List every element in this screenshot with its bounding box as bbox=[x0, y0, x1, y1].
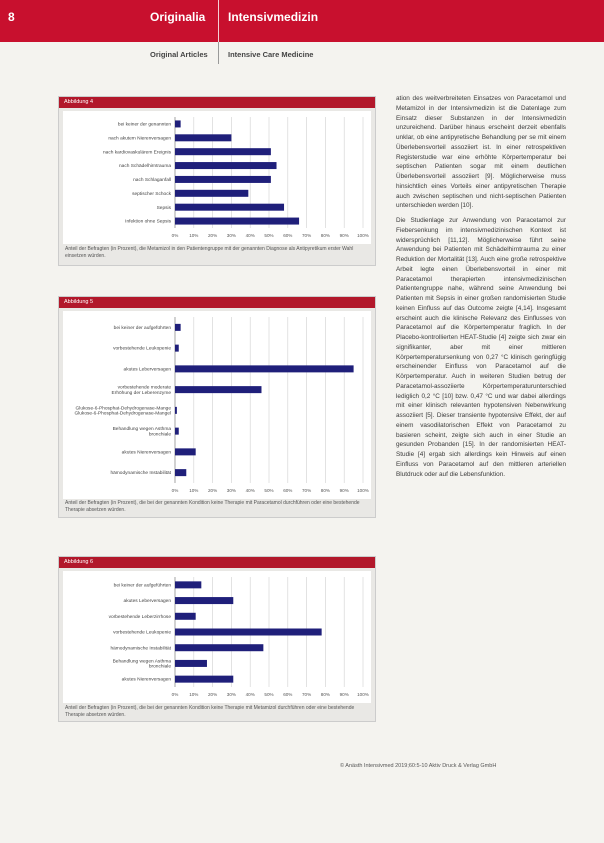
figure-5 bbox=[58, 296, 376, 518]
figure-caption: Anteil der Befragten (in Prozent), die bei der genannten Kondition keine Therapie mit Paracetamol durchführen oder eine bestehende Therapie absetzen würden. bbox=[65, 500, 360, 513]
x-tick-label: 90% bbox=[339, 692, 349, 697]
bar bbox=[175, 176, 271, 183]
bar bbox=[175, 676, 233, 683]
bar-chart bbox=[63, 571, 371, 703]
topic-title: Intensivmedizin bbox=[228, 10, 319, 24]
bar bbox=[175, 597, 233, 604]
bar bbox=[175, 162, 277, 169]
category-label: septischer Schock bbox=[132, 191, 171, 197]
category-label: nach kardiovaskulärem Ereignis bbox=[103, 150, 171, 156]
bar bbox=[175, 120, 181, 127]
subheader-divider bbox=[218, 42, 219, 64]
category-label: nach Schlaganfall bbox=[133, 178, 171, 184]
category-label: Behandlung wegen Asthma bbox=[112, 659, 171, 665]
category-label: nach akutem Nierenversagen bbox=[108, 136, 171, 142]
x-tick-label: 60% bbox=[283, 233, 293, 238]
paragraph: Die Studienlage zur Anwendung von Paracetamol zur Fiebersenkung im intensivmedizinischen Kontext ist widersprüchlich [11,12]. Möglicherweise führt seine Anwendung bei Patienten mit Schädelhirntrauma zu einer Reduktion der Mortalität [13]. Auch eine große retrospektive Arbeit legte einen Überlebensvorteil in einer mit Paracetamol therapierten intensivmedizinischen Patientengruppe nahe, während seine Anwendung bei Patienten mit Sepsis in einer großen randomisierten Studie keinen Einfluss auf das Outcome zeigte [4,14]. Insgesamt erscheint auch die klinische Relevanz des Einflusses von Paracetamol auf die Körpertemperatur fraglich. In der Placebo-kontrollierten HEAT-Studie [4] zeigte sich zwar ein signifikanter, aber mit einer mittleren Körpertemperatursenkung von 0,27 °C klinisch geringfügig erscheinender Einfluss von Paracetamol auf die Körpertemperatur. Auch in weiteren Studien betrug der Paracetamol-assoziierte Körpertemperaturunterschied lediglich 0,2 °C [10] bzw. 0,47 °C und war dabei allerdings mit einer klinisch relevanten hypotensiven Nebenwirkung assoziiert [5]. Dieser transiente hypotensive Effekt, der auf einem vasodilatorischen Effekt von Paracetamol zu basieren scheint, zeigte sich auch in einer Studie an gesunden Probanden [15]. In der randomisierten HEAT-Studie [4] ergab sich allerdings kein Hinweis auf einen Einfluss von Paracetamol auf den mittleren arteriellen Blutdruck oder auf die Lebensfunktion. bbox=[396, 217, 566, 478]
category-label: vorbestehende Leberzirrhose bbox=[108, 614, 171, 620]
bar-chart bbox=[63, 111, 371, 244]
bar bbox=[175, 204, 284, 211]
category-label: Behandlung wegen Asthma bbox=[112, 427, 171, 433]
x-tick-label: 40% bbox=[245, 233, 255, 238]
x-tick-label: 40% bbox=[245, 488, 255, 493]
x-tick-label: 50% bbox=[264, 488, 274, 493]
subheader-right: Intensive Care Medicine bbox=[228, 50, 314, 59]
x-tick-label: 70% bbox=[301, 692, 312, 697]
figure-6 bbox=[58, 556, 376, 722]
bar bbox=[175, 386, 261, 393]
x-tick-label: 90% bbox=[339, 233, 349, 238]
bar bbox=[175, 190, 248, 197]
bar bbox=[175, 613, 196, 620]
bar bbox=[175, 469, 186, 476]
x-tick-label: 20% bbox=[207, 692, 218, 697]
figure-caption: Anteil der Befragten (in Prozent), die bei der genannten Kondition keine Therapie mit Metamizol durchführen oder eine bestehende Therapie absetzen würden. bbox=[65, 705, 355, 718]
bar bbox=[175, 324, 181, 331]
x-tick-label: 10% bbox=[189, 233, 199, 238]
category-label: akutes Nierenversagen bbox=[121, 677, 171, 683]
header-bar bbox=[0, 0, 604, 42]
x-tick-label: 20% bbox=[207, 488, 218, 493]
x-tick-label: 10% bbox=[189, 692, 199, 697]
x-tick-label: 60% bbox=[283, 488, 293, 493]
x-tick-label: 60% bbox=[283, 692, 293, 697]
paragraph: ation des weitverbreiteten Einsatzes von Paracetamol und Metamizol in der Intensivmedizin ist die Datenlage zum Einsatz dieser Substanzen in der Intensivmedizin unzureichend. Darüber hinaus erscheint derzeit ebenfalls unklar, ob eine antipyretische Behandlung per se mit einem Überlebensvorteil assoziiert ist. In einer retrospektiven Registerstudie war eine erhöhte Körpertemperatur bei septischen Patienten sogar mit einem deutlichen Überlebensvorteil assoziiert [9]. Möglicherweise muss hinsichtlich eines Vorteils einer antipyretischen Therapie auch zwischen septischen und nicht-septischen Patienten unterschieden werden [10]. bbox=[396, 95, 566, 210]
figure-title: Abbildung 5 bbox=[59, 297, 375, 308]
bar bbox=[175, 134, 231, 141]
x-tick-label: 100% bbox=[357, 233, 369, 238]
bar bbox=[175, 345, 179, 352]
chart-area bbox=[63, 571, 371, 703]
figure-title: Abbildung 6 bbox=[59, 557, 375, 568]
x-tick-label: 80% bbox=[320, 692, 331, 697]
category-label: bei keiner der genannten bbox=[117, 122, 171, 128]
footer-copyright: © Anästh Intensivmed 2019;60:5-10 Aktiv Druck & Verlag GmbH bbox=[340, 763, 497, 769]
category-label: nach Schädelhirntrauma bbox=[119, 164, 171, 170]
x-tick-label: 30% bbox=[226, 233, 237, 238]
category-label: akutes Leberversagen bbox=[123, 599, 171, 605]
bar bbox=[175, 448, 196, 455]
page-number: 8 bbox=[8, 10, 15, 24]
x-tick-label: 0% bbox=[171, 488, 179, 493]
figure-caption: Anteil der Befragten (in Prozent), die Metamizol in den Patientengruppe mit der genannten Diagnose als Antipyretikum erster Wahl einsetzen würden. bbox=[65, 246, 354, 259]
x-tick-label: 100% bbox=[357, 488, 369, 493]
header-divider bbox=[218, 0, 219, 42]
subheader-left: Original Articles bbox=[150, 50, 208, 59]
bar bbox=[175, 218, 299, 225]
chart-area bbox=[63, 111, 371, 244]
bar bbox=[175, 581, 201, 588]
category-label: hämodynamische Instabilität bbox=[110, 646, 171, 652]
bar bbox=[175, 365, 354, 372]
category-label: Glukose-6-Phosphat-Dehydrogenase-Mange bbox=[75, 406, 171, 412]
category-label: Sepsis bbox=[156, 205, 171, 211]
bar bbox=[175, 428, 179, 435]
x-tick-label: 100% bbox=[357, 692, 369, 697]
x-tick-label: 30% bbox=[226, 488, 237, 493]
category-label: vorbestehende Leukopenie bbox=[113, 346, 171, 352]
x-tick-label: 0% bbox=[171, 233, 179, 238]
category-label: Erhöhung der Leberenzyme bbox=[111, 390, 171, 396]
x-tick-label: 50% bbox=[264, 233, 274, 238]
category-label: bei keiner der aufgeführten bbox=[113, 325, 171, 331]
bar-chart bbox=[63, 311, 371, 499]
x-tick-label: 10% bbox=[189, 488, 199, 493]
x-tick-label: 90% bbox=[339, 488, 349, 493]
x-tick-label: 30% bbox=[226, 692, 237, 697]
bar bbox=[175, 148, 271, 155]
category-label: bei keiner der aufgeführten bbox=[113, 583, 171, 589]
category-label: bronchiale bbox=[148, 432, 171, 438]
category-label: Glukose-6-Phosphat-Dehydrogenase-Mangel bbox=[74, 411, 171, 417]
category-label: akutes Nierenversagen bbox=[121, 450, 171, 456]
bar bbox=[175, 660, 207, 667]
chart-area bbox=[63, 311, 371, 499]
category-label: Infektion ohne Sepsis bbox=[125, 219, 171, 225]
figure-4 bbox=[58, 96, 376, 266]
bar bbox=[175, 629, 322, 636]
category-label: vorbestehende Leukopenie bbox=[113, 630, 171, 636]
category-label: hämodynamische Instabilität bbox=[110, 471, 171, 477]
x-tick-label: 40% bbox=[245, 692, 255, 697]
x-tick-label: 0% bbox=[171, 692, 179, 697]
x-tick-label: 80% bbox=[320, 233, 331, 238]
body-text-column bbox=[396, 94, 566, 484]
section-title: Originalia bbox=[150, 10, 206, 24]
category-label: bronchiale bbox=[148, 664, 171, 670]
x-tick-label: 20% bbox=[207, 233, 218, 238]
figure-title: Abbildung 4 bbox=[59, 97, 375, 108]
category-label: vorbestehende moderate bbox=[117, 385, 171, 391]
x-tick-label: 50% bbox=[264, 692, 274, 697]
x-tick-label: 70% bbox=[301, 488, 312, 493]
bar bbox=[175, 644, 263, 651]
category-label: akutes Leberversagen bbox=[123, 367, 171, 373]
x-tick-label: 80% bbox=[320, 488, 331, 493]
x-tick-label: 70% bbox=[301, 233, 312, 238]
bar bbox=[175, 407, 177, 414]
